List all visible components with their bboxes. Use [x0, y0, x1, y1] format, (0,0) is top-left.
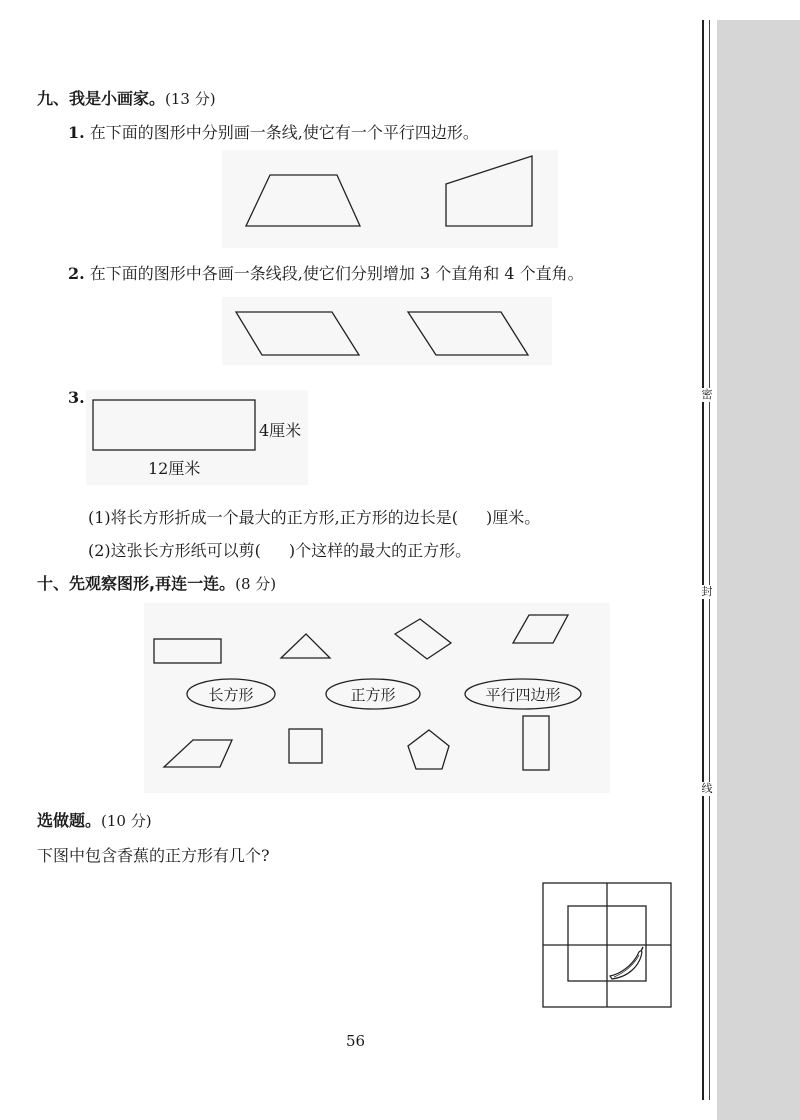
- seal-mark-mi: 密: [701, 388, 713, 401]
- question-text: 在下面的图形中分别画一条线,使它有一个平行四边形。: [89, 123, 479, 142]
- banana-icon: [610, 947, 643, 979]
- label-parallelogram: 平行四边形: [485, 686, 561, 704]
- sub-question-text: (1)将长方形折成一个最大的正方形,正方形的边长是(: [88, 508, 458, 527]
- rect-height-label: 4厘米: [259, 421, 302, 440]
- sub-question-text: (2)这张长方形纸可以剪(: [88, 541, 261, 560]
- section-title: 选做题。: [37, 811, 102, 830]
- question-number: 2.: [68, 264, 85, 283]
- label-rectangle: 长方形: [208, 686, 254, 704]
- section-points: (10 分): [101, 812, 152, 830]
- optional-question: 下图中包含香蕉的正方形有几个?: [37, 846, 270, 865]
- section-points: (13 分): [165, 90, 216, 108]
- rect-width-label: 12厘米: [148, 459, 201, 478]
- question-text: 在下面的图形中各画一条线段,使它们分别增加 3 个直角和 4 个直角。: [89, 264, 584, 283]
- sub-question-text: )个这样的最大的正方形。: [288, 541, 472, 560]
- label-square: 正方形: [350, 686, 396, 704]
- section-title: 十、先观察图形,再连一连。: [37, 574, 236, 593]
- section-title: 九、我是小画家。: [37, 89, 166, 108]
- question-number: 3.: [68, 388, 85, 407]
- sub-question-text: )厘米。: [486, 508, 541, 527]
- seal-mark-feng: 封: [701, 585, 713, 598]
- page-number: 56: [346, 1032, 366, 1050]
- question-number: 1.: [68, 123, 85, 142]
- seal-mark-xian: 线: [701, 782, 713, 795]
- section-points: (8 分): [235, 575, 277, 593]
